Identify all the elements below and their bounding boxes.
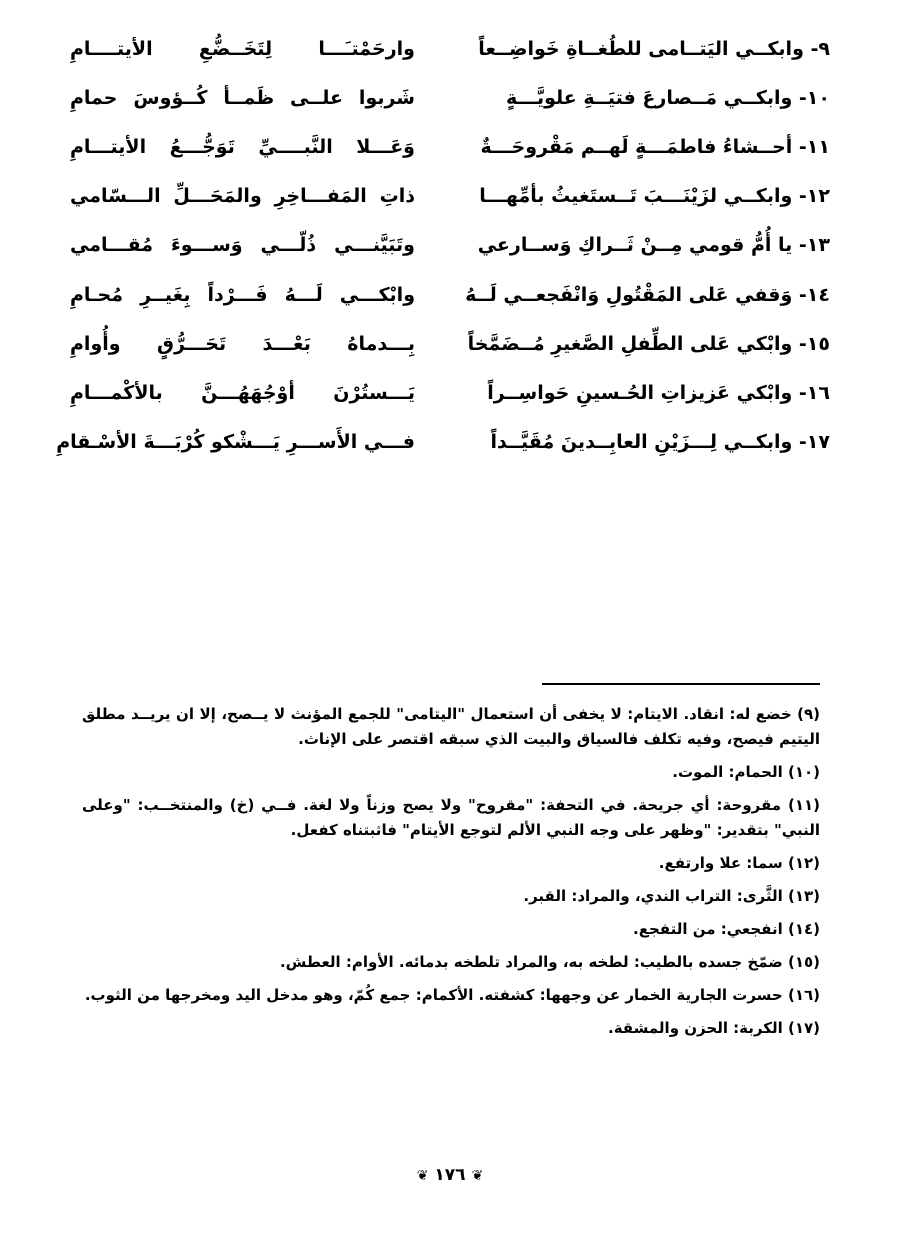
verse-row xyxy=(56,418,830,467)
first-hemistich: ١٠- وابكــي مَــصارعَ فتيَــةِ علويَّـــةٍ xyxy=(505,86,830,109)
first-hemistich: ١٢- وابكــي لزَيْنَـــبَ تَــستَغيثُ بأمِّهـــا xyxy=(479,185,830,208)
footnote: (١١) مقروحة: أي جريحة. في التحفة: "مقروح" ولا يصح وزناً ولا لغة. فــي (خ) والمنتخــب: "وعلى النبي" بتقدير: "وظهر على وجه النبي الألم لتوجع الأيتام" فاثبتناه كفعل. xyxy=(82,796,820,839)
second-hemistich: وَعَـــلا النَّبــــيِّ تَوَجُّـــعُ الأيتـــامِ xyxy=(70,135,415,158)
second-hemistich: بِـــدماهُ بَعْـــدَ تَحَـــرُّقٍ وأُوامِ xyxy=(70,332,415,355)
footnote-separator xyxy=(542,683,820,685)
second-hemistich: فـــي الأَســـرِ يَـــشْكو كُرْبَـــةَ الأسْـقامِ xyxy=(56,431,415,454)
first-hemistich: ١٦- وابْكي عَزيزاتِ الحُـسينِ حَواسِــراً xyxy=(487,381,830,404)
footnote: (١٢) سما: علا وارتفع. xyxy=(658,854,820,872)
footnote: (١٦) حسرت الجارية الخمار عن وجهها: كشفته. الأكمام: جمع كُمّ، وهو مدخل اليد ومخرجها من الثوب. xyxy=(84,986,820,1004)
first-hemistich: ١٥- وابْكي عَلى الطِّفلِ الصَّغيرِ مُــضَمَّخاً xyxy=(467,332,830,355)
page-number-block xyxy=(400,1165,500,1185)
poem-block xyxy=(56,24,830,467)
second-hemistich: وابْكـــي لَـــهُ فَـــرْداً بِغَيــرِ مُحـامِ xyxy=(70,283,415,306)
footnote: (١٥) ضمّخ جسده بالطيب: لطخه به، والمراد تلطخه بدمائه. الأوام: العطش. xyxy=(279,953,820,971)
ornament-icon: ❦ xyxy=(471,1168,484,1184)
verse-row xyxy=(70,221,830,270)
second-hemistich: يَـــستُرْنَ أوْجُهَهُـــنَّ بالأكْمـــامِ xyxy=(70,381,415,404)
second-hemistich: شَربوا علــى ظَمــأ كُــؤوسَ حمامِ xyxy=(70,86,415,109)
footnote: (١٠) الحمام: الموت. xyxy=(672,763,820,781)
verse-row xyxy=(70,270,830,319)
footnotes xyxy=(82,702,820,1049)
verse-row xyxy=(70,24,830,73)
verse-row xyxy=(70,319,830,368)
second-hemistich: وارحَمْتـَـــا لِتَخَــضُّعِ الأيتــــامِ xyxy=(70,37,415,60)
verse-row xyxy=(70,368,830,417)
first-hemistich: ١١- أحــشاءُ فاطمَـــةٍ لَهــم مَقْروحَـــةٌ xyxy=(480,135,830,158)
ornament-icon: ❦ xyxy=(416,1168,429,1184)
second-hemistich: وتَبَيَّنـــي ذُلّـــي وَســـوءَ مُقـــامي xyxy=(70,234,415,257)
footnote: (١٤) انفجعي: من التفجع. xyxy=(633,920,820,938)
verse-row xyxy=(70,73,830,122)
first-hemistich: ٩- وابكــي اليَتــامى للطُغــاةِ خَواضِــعاً xyxy=(478,37,830,60)
footnote: (١٧) الكربة: الحزن والمشقة. xyxy=(608,1019,820,1037)
first-hemistich: ١٣- يا أُمُّ قومي مِــنْ ثَــراكِ وَســارعي xyxy=(477,234,830,257)
footnote: (٩) خضع له: انقاد. الايتام: لا يخفى أن استعمال "اليتامى" للجمع المؤنث لا يــصح، إلا ان يريــد مطلق اليتيم فيصح، وفيه تكلف فالسياق والبيت الذي سبقه اقتصر على الإناث. xyxy=(82,705,820,748)
first-hemistich: ١٤- وَقفي عَلى المَقْتُولِ وَانْفَجعــي لَــهُ xyxy=(465,283,830,306)
first-hemistich: ١٧- وابكــي لِـــزَيْنِ العابِــدينَ مُقَيَّــداً xyxy=(490,431,830,454)
footnote: (١٣) الثَّرى: التراب الندي، والمراد: القبر. xyxy=(523,887,820,905)
verse-row xyxy=(70,172,830,221)
verse-row xyxy=(70,122,830,171)
page-number: ١٧٦ xyxy=(434,1165,466,1185)
second-hemistich: ذاتِ المَفـــاخِرِ والمَحَـــلِّ الـــسّامي xyxy=(70,185,415,208)
